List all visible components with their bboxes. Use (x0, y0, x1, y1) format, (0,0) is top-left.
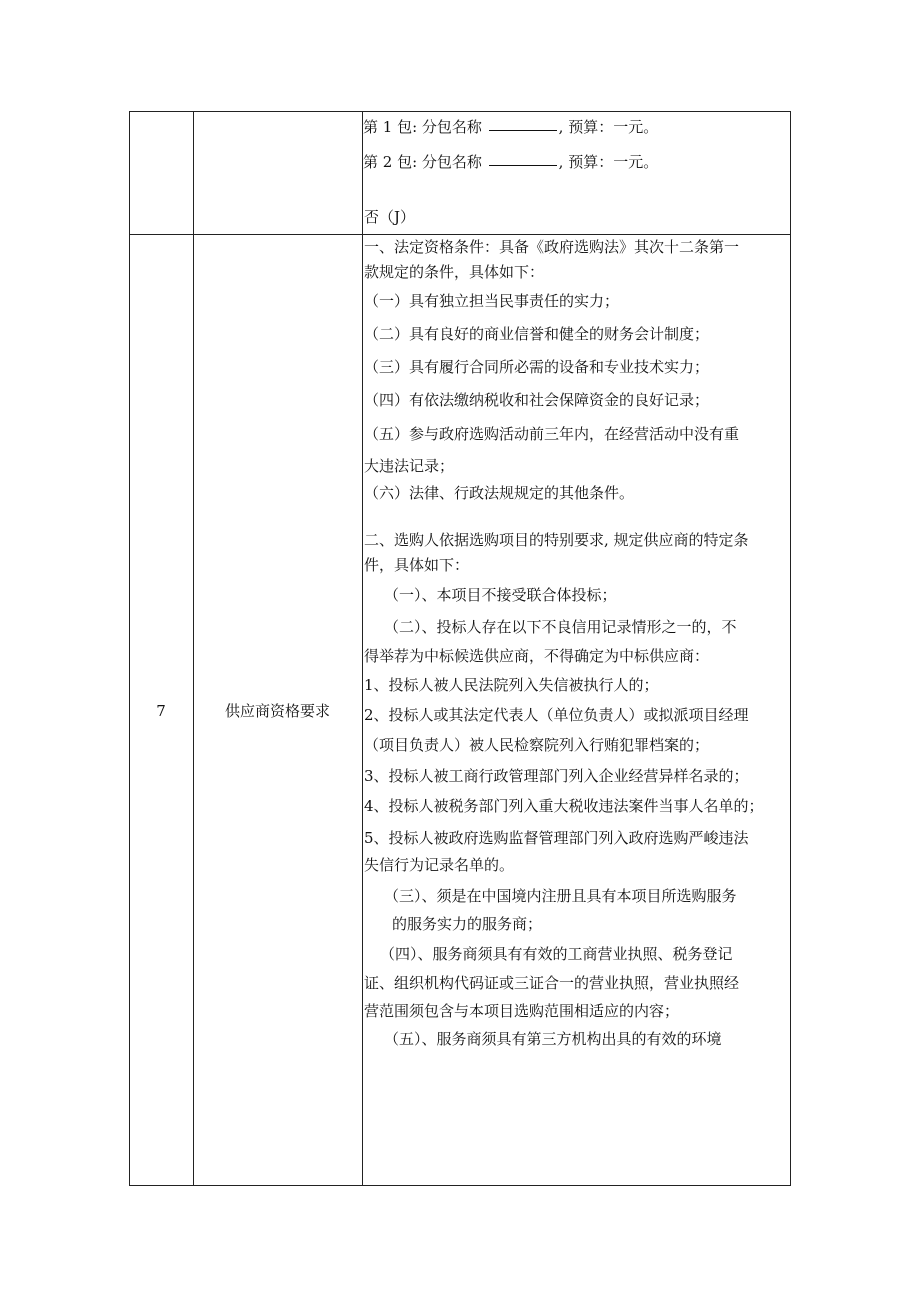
content-line: （项目负责人）被人民检察院列入行贿犯罪档案的； (364, 736, 710, 754)
content-line: （三）具有履行合同所必需的设备和专业技术实力； (364, 358, 710, 376)
content-line: 4、投标人被税务部门列入重大税收违法案件当事人名单的； (364, 797, 764, 815)
content-line: 件，具体如下： (364, 556, 470, 574)
table-top-border (129, 111, 790, 112)
content-line: 一、法定资格条件：具备《政府选购法》其次十二条第一 (364, 238, 740, 256)
content-line: 失信行为记录名单的。 (364, 856, 515, 874)
content-line: 大违法记录； (364, 457, 455, 475)
content-line: 二、选购人依据选购项目的特别要求, 规定供应商的特定条 (364, 531, 749, 549)
package-1-prefix: 第 1 包: 分包名称 (363, 118, 487, 136)
content-line: （四）有依法缴纳税收和社会保障资金的良好记录； (364, 391, 710, 409)
content-line: （五）、服务商须具有第三方机构出具的有效的环境 (384, 1030, 722, 1048)
no-option-text: 否（J） (364, 208, 416, 226)
content-line: （六）法律、行政法规规定的其他条件。 (364, 484, 635, 502)
content-line: 5、投标人被政府选购监督管理部门列入政府选购严峻违法 (364, 829, 749, 847)
column-divider-2 (362, 111, 363, 1186)
row-number: 7 (156, 702, 166, 720)
table-left-border (129, 111, 130, 1186)
content-line: 得举荐为中标候选供应商，不得确定为中标供应商： (364, 647, 710, 665)
content-line: （五）参与政府选购活动前三年内，在经营活动中没有重 (364, 425, 740, 443)
package-2-prefix: 第 2 包: 分包名称 (363, 153, 487, 171)
content-line: （四）、服务商须具有有效的工商营业执照、税务登记 (380, 945, 733, 963)
content-line: 营范围须包含与本项目选购范围相适应的内容； (364, 1002, 680, 1020)
content-line: （一）具有独立担当民事责任的实力； (364, 292, 620, 310)
column-divider-1 (193, 111, 194, 1186)
content-line: 款规定的条件，具体如下： (364, 263, 545, 281)
content-line: （二）具有良好的商业信誉和健全的财务会计制度； (364, 325, 710, 343)
content-line: 的服务实力的服务商； (392, 915, 543, 933)
content-line: 2、投标人或其法定代表人（单位负责人）或拟派项目经理 (364, 706, 749, 724)
content-line: （三）、须是在中国境内注册且具有本项目所选购服务 (384, 887, 737, 905)
package-1-line (363, 118, 658, 136)
package-2-name-blank (489, 153, 557, 166)
content-line: （二）、投标人存在以下不良信用记录情形之一的，不 (384, 618, 737, 636)
row-divider (129, 234, 790, 235)
table-right-border (790, 111, 791, 1186)
table-bottom-border (129, 1185, 790, 1186)
content-line: 证、组织机构代码证或三证合一的营业执照，营业执照经 (364, 974, 740, 992)
package-2-line (363, 153, 658, 171)
row-label: 供应商资格要求 (224, 702, 330, 720)
content-line: 1、投标人被人民法院列入失信被执行人的； (364, 676, 659, 694)
content-line: （一）、本项目不接受联合体投标； (384, 586, 617, 604)
package-1-name-blank (489, 118, 557, 131)
package-2-suffix: , 预算：一元。 (558, 153, 659, 171)
content-line: 3、投标人被工商行政管理部门列入企业经营异样名录的； (364, 767, 749, 785)
package-1-suffix: , 预算：一元。 (558, 118, 659, 136)
